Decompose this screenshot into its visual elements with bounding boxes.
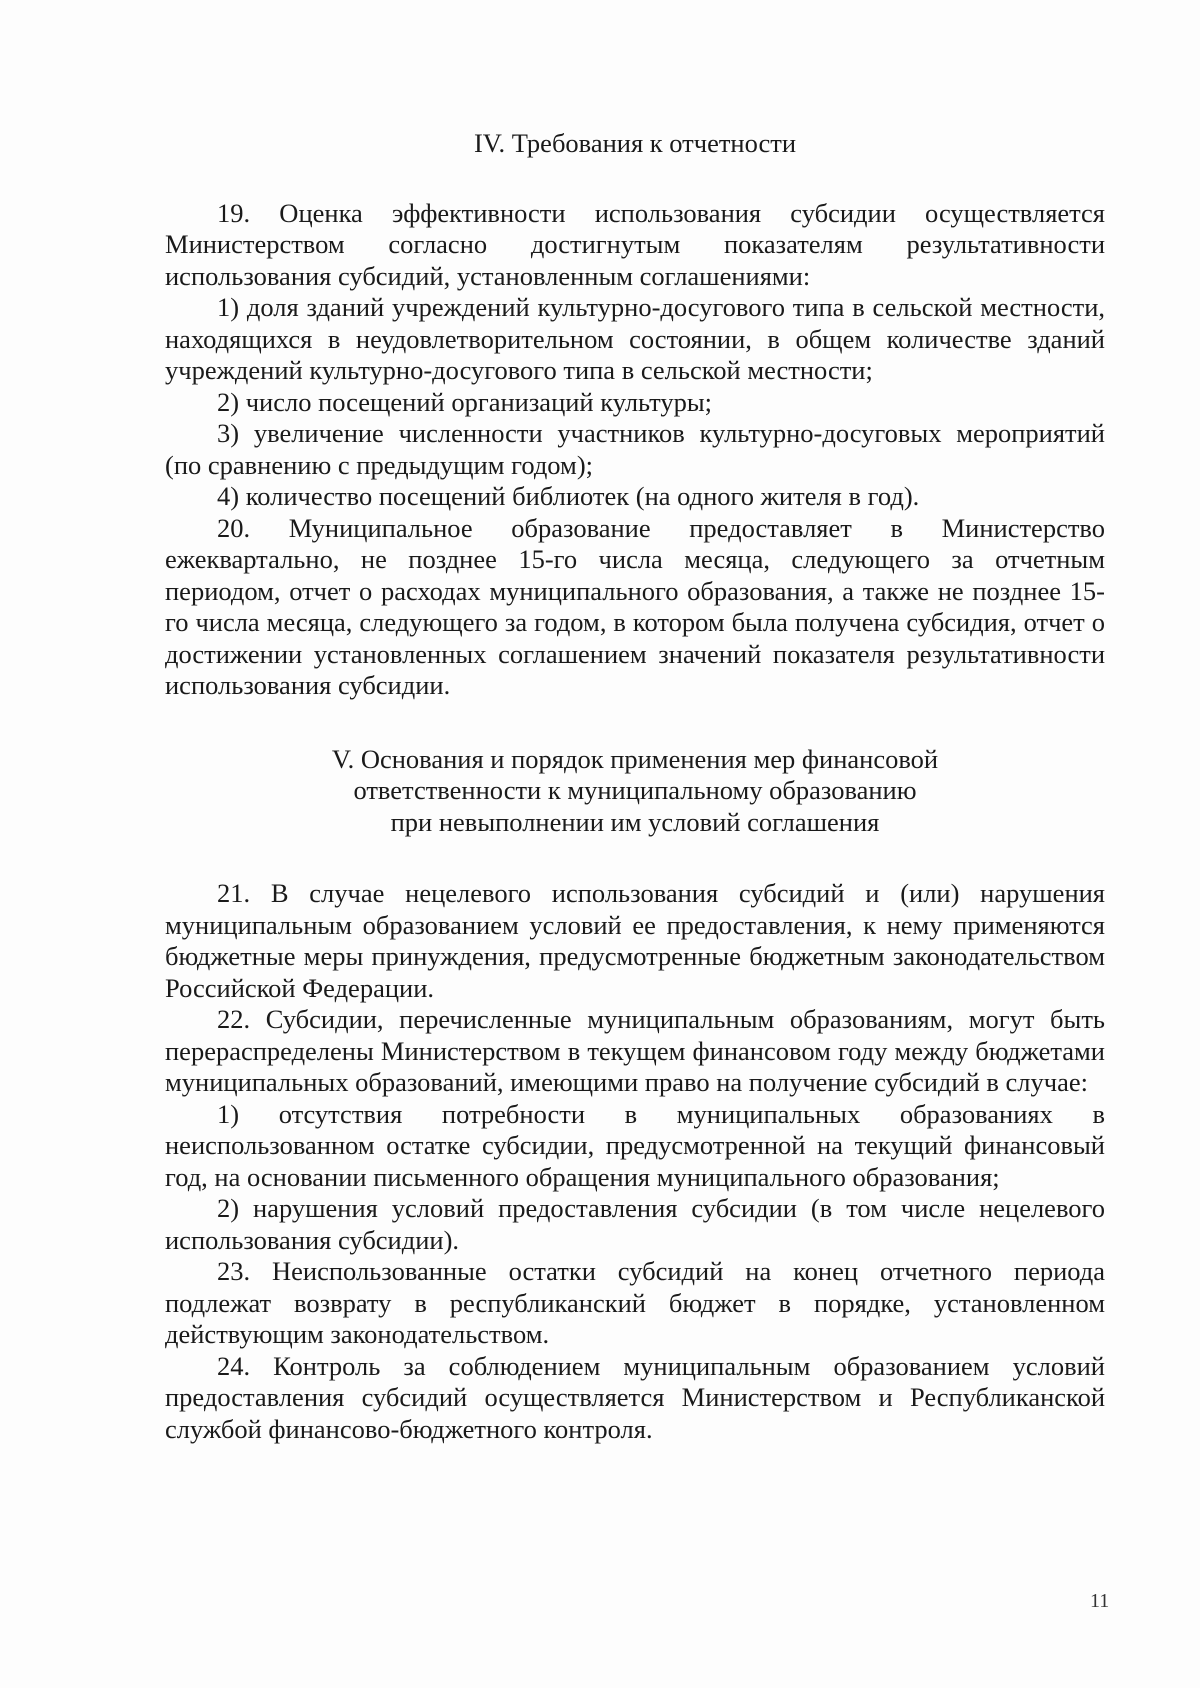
paragraph-19: 19. Оценка эффективности использования субсидии осуществляется Министерством согласно достигнутым показателям результативности использования субсидий, установленным соглашениями:	[165, 197, 1105, 291]
section-v-heading-line-3: при невыполнении им условий соглашения	[390, 806, 880, 837]
paragraph-22-item-1: 1) отсутствия потребности в муниципальных образованиях в неиспользованном остатке субсидии, предусмотренной на текущий финансовый год, на основании письменного обращения муниципального образования;	[165, 1098, 1105, 1192]
paragraph-19-item-3: 3) увеличение численности участников культурно-досуговых мероприятий (по сравнению с предыдущим годом);	[165, 418, 1105, 480]
paragraph-21: 21. В случае нецелевого использования субсидий и (или) нарушения муниципальным образованием условий ее предоставления, к нему применяются бюджетные меры принуждения, предусмотренные бюджетным законодательством Российской Федерации.	[165, 878, 1105, 1003]
document-body	[165, 128, 1105, 1445]
section-v-heading	[165, 744, 1105, 839]
paragraph-23: 23. Неиспользованные остатки субсидий на конец отчетного периода подлежат возврату в республиканский бюджет в порядке, установленном действующим законодательством.	[165, 1256, 1105, 1349]
paragraph-24: 24. Контроль за соблюдением муниципальным образованием условий предоставления субсидий осуществляется Министерством и Республиканской службой финансово-бюджетного контроля.	[165, 1350, 1105, 1444]
paragraph-19-item-4: 4) количество посещений библиотек (на одного жителя в год).	[217, 481, 920, 511]
paragraph-20: 20. Муниципальное образование предоставляет в Министерство ежеквартально, не позднее 15-го числа месяца, следующего за отчетным периодом, отчет о расходах муниципального образования, а также не позднее 15-го числа месяца, следующего за годом, в котором была получена субсидия, отчет о достижении установленных соглашением значений показателя результативности использования субсидии.	[165, 512, 1105, 700]
section-iv-heading: IV. Требования к отчетности	[473, 128, 797, 158]
paragraph-19-item-1: 1) доля зданий учреждений культурно-досугового типа в сельской местности, находящихся в неудовлетворительном состоянии, в общем количестве зданий учреждений культурно-досугового типа в сельской местности;	[165, 292, 1105, 385]
paragraph-22: 22. Субсидии, перечисленные муниципальным образованиям, могут быть перераспределены Министерством в текущем финансовом году между бюджетами муниципальных образований, имеющими право на получение субсидий в случае:	[165, 1004, 1105, 1097]
section-v-heading-line-1: V. Основания и порядок применения мер финансовой	[331, 743, 939, 774]
page-number: 11	[1090, 1590, 1110, 1612]
paragraph-22-item-2: 2) нарушения условий предоставления субсидии (в том числе нецелевого использования субсидии).	[165, 1193, 1105, 1255]
paragraph-19-item-2: 2) число посещений организаций культуры;	[217, 386, 713, 417]
section-v-heading-line-2: ответственности к муниципальному образованию	[353, 775, 917, 805]
